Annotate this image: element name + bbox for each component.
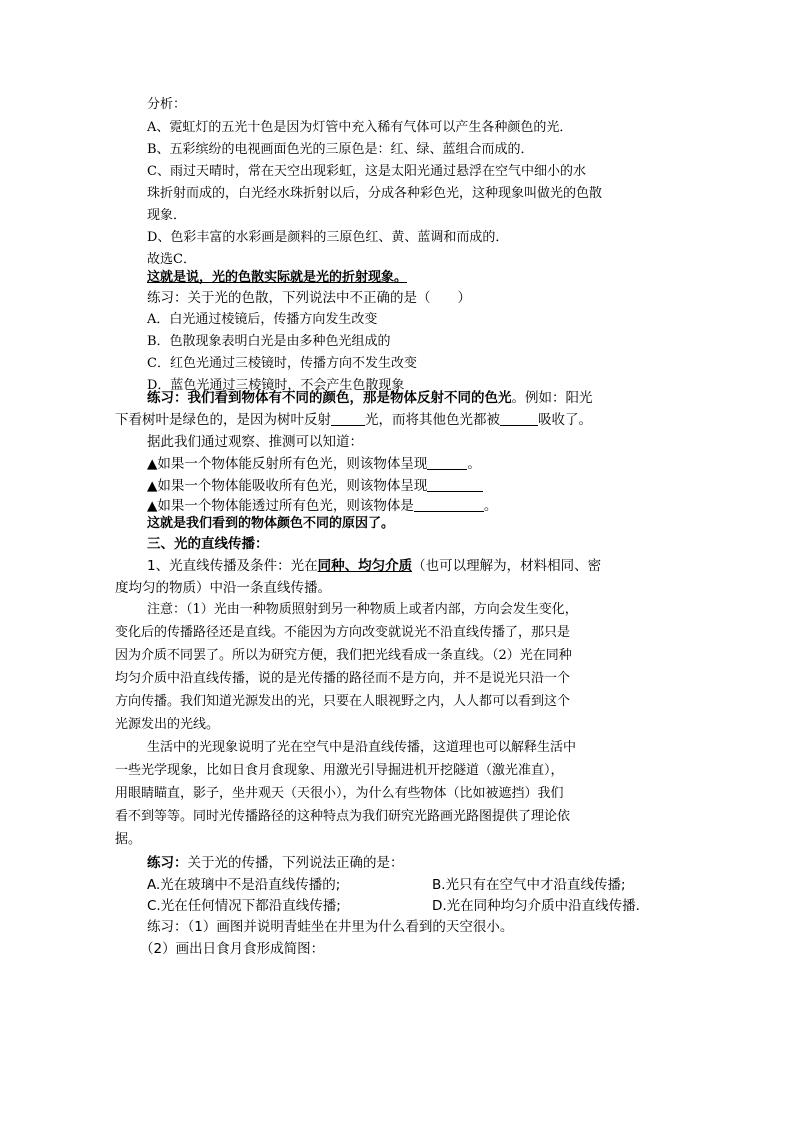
section3-note-line1: 注意：（1）光由一种物质照射到另一种物质上或者内部，方向会发生变化，: [147, 602, 578, 617]
exercise1-option-c: C．红色光通过三棱镜时，传播方向不发生改变: [147, 356, 417, 371]
section3-note-line4: 均匀介质中沿直线传播，说的是光传播的路径而不是方向，并不是说光只沿一个: [115, 671, 571, 686]
analysis-heading: 分析：: [147, 97, 187, 112]
answer-blank-1[interactable]: [331, 411, 365, 426]
section3-life-line1: 生活中的光现象说明了光在空气中是沿直线传播，这道理也可以解释生活中: [147, 740, 577, 755]
exercise1-option-b: B．色散现象表明白光是由多种色光组成的: [147, 334, 391, 349]
section3-life-line3: 用眼睛瞄直，影子，坐井观天（天很小），为什么有些物体（比如被遮挡）我们: [115, 786, 564, 801]
exercise2-bold-statement: 我们看到物体有不同的颜色，那是物体反射不同的色光: [187, 390, 512, 406]
exercise4-question1: 练习：（1）画图并说明青蛙坐在井里为什么看到的天空很小。: [147, 919, 514, 935]
answer-blank-3[interactable]: [427, 455, 467, 470]
analysis-option-c-line1: C、雨过天晴时，常在天空出现彩虹，这是太阳光通过悬浮在空气中细小的水: [147, 164, 586, 179]
exercise2-reflect-end: 。: [467, 456, 481, 472]
exercise2-reflect-line: [147, 454, 481, 474]
section3-p1-post: （也可以理解为，材料相同、密: [412, 558, 602, 574]
exercise2-line2-mid: 光，而将其他色光都被: [365, 412, 500, 428]
exercise2-label: 练习：: [147, 390, 188, 406]
exercise3-option-b: B.光只有在空气中才沿直线传播;: [432, 877, 626, 893]
analysis-answer: 故选C．: [147, 252, 196, 267]
exercise3-question-line: [147, 853, 404, 873]
analysis-option-d: D、色彩丰富的水彩画是颜料的三原色红、黄、蓝调和而成的．: [147, 230, 509, 245]
answer-blank-2[interactable]: [500, 411, 538, 426]
section3-p1-line2: 度均匀的物质）中沿一条直线传播。: [115, 580, 331, 596]
answer-blank-5[interactable]: [414, 497, 484, 512]
exercise2-absorb-text: ▲如果一个物体能吸收所有色光，则该物体呈现: [147, 478, 428, 494]
exercise2-transmit-text: ▲如果一个物体能透过所有色光，则该物体是: [147, 498, 414, 514]
exercise3-option-a: A.光在玻璃中不是沿直线传播的;: [147, 877, 341, 893]
analysis-conclusion: 这就是说，光的色散实际就是光的折射现象。: [147, 270, 408, 285]
exercise1-question: 练习：关于光的色散，下列说法中不正确的是（ ）: [147, 290, 471, 306]
exercise2-absorb-line: [147, 476, 483, 496]
section3-life-line2: 一些光学现象，比如日食月食现象、用激光引导掘进机开挖隧道（激光准直），: [115, 763, 564, 778]
answer-blank-4[interactable]: [427, 477, 483, 492]
exercise2-infer: 据此我们通过观察、推测可以知道：: [147, 434, 363, 450]
section3-note-line5: 方向传播。我们知道光源发出的光，只要在人眼视野之内，人人都可以看到这个: [115, 694, 571, 709]
exercise2-transmit-line: [147, 496, 497, 516]
section3-life-line5: 据。: [115, 832, 142, 847]
analysis-option-b: B、五彩缤纷的电视画面色光的三原色是：红、绿、蓝组合而成的．: [147, 142, 534, 157]
exercise3-label: 练习：: [147, 855, 188, 871]
exercise1-option-a: A．白光通过棱镜后，传播方向发生改变: [147, 312, 378, 327]
exercise2-example: 。例如：阳光: [511, 390, 593, 406]
exercise2-conclusion: 这就是我们看到的物体颜色不同的原因了。: [147, 516, 395, 531]
analysis-option-c-line2: 珠折射而成的，白光经水珠折射以后，分成各种彩色光，这种现象叫做光的色散: [147, 186, 603, 201]
section3-note-line3: 因为介质不同罢了。所以为研究方便，我们把光线看成一条直线。（2）光在同种: [115, 648, 572, 663]
exercise4-question2: （2）画出日食月食形成简图：: [140, 941, 325, 957]
section3-note-line2: 变化后的传播路径还是直线。不能因为方向改变就说光不沿直线传播了，那只是: [115, 625, 571, 640]
exercise2-reflect-text: ▲如果一个物体能反射所有色光，则该物体呈现: [147, 456, 428, 472]
exercise2-line1: [147, 388, 593, 408]
exercise3-question: 关于光的传播，下列说法正确的是：: [187, 855, 404, 871]
exercise3-option-d: D.光在同种均匀介质中沿直线传播．: [432, 898, 650, 914]
exercise2-line2-post: 吸收了。: [538, 412, 592, 428]
exercise2-transmit-end: 。: [483, 498, 498, 514]
exercise2-line2: [115, 410, 592, 430]
section3-p1-line1: [147, 556, 601, 576]
analysis-option-c-line3: 现象．: [147, 208, 187, 223]
exercise2-line2-pre: 下看树叶是绿色的，是因为树叶反射: [115, 412, 331, 428]
exercise1-option-d: D．蓝色光通过三棱镜时，不会产生色散现象: [147, 378, 405, 393]
analysis-option-a: A、霓虹灯的五光十色是因为灯管中充入稀有气体可以产生各种颜色的光．: [147, 120, 573, 135]
section3-life-line4: 看不到等等。同时光传播路径的这种特点为我们研究光路画光路图提供了理论依: [115, 809, 571, 824]
section3-note-line6: 光源发出的光线。: [115, 717, 220, 732]
section3-title: 三、光的直线传播：: [147, 536, 269, 552]
exercise3-option-c: C.光在任何情况下都沿直线传播;: [147, 898, 341, 914]
section3-p1-pre: 1、光直线传播及条件：光在: [147, 558, 318, 574]
section3-p1-key-condition: 同种、均匀介质: [317, 558, 413, 574]
